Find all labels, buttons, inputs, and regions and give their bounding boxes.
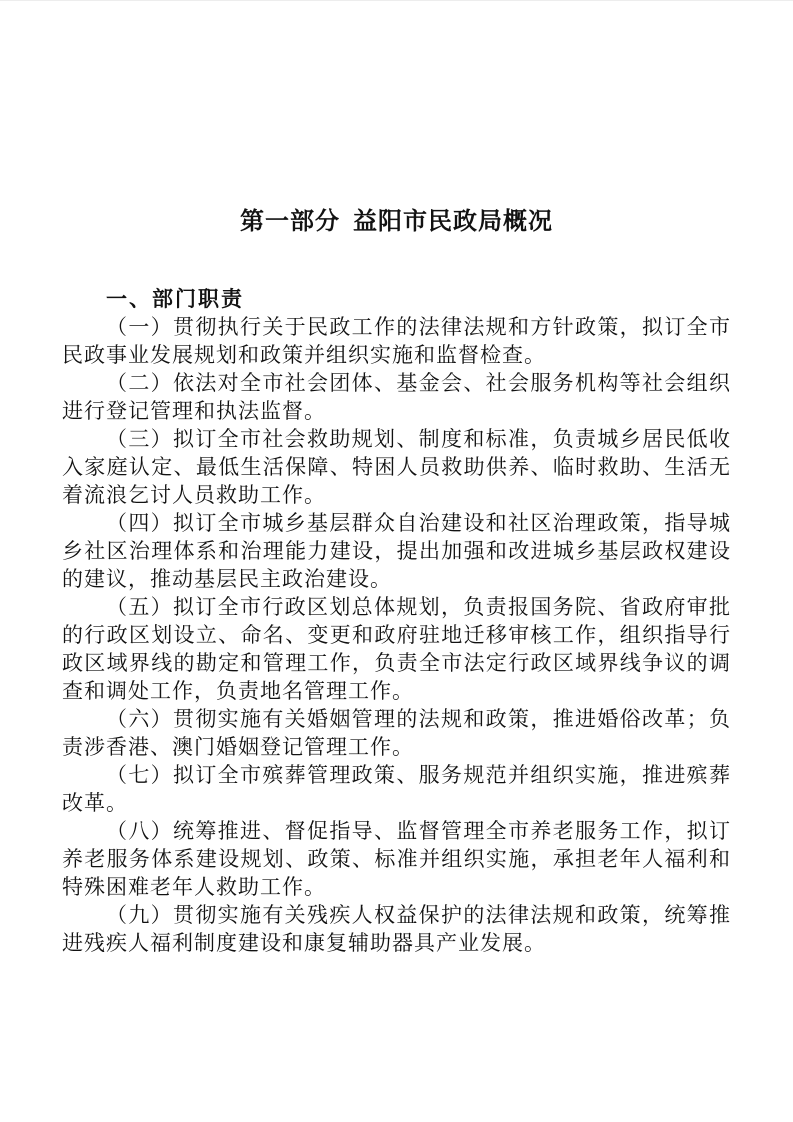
duty-paragraph-6: （六）贯彻实施有关婚姻管理的法规和政策，推进婚俗改革；负责涉香港、澳门婚姻登记管理工作。 xyxy=(62,707,731,759)
duty-paragraph-7: （七）拟订全市殡葬管理政策、服务规范并组织实施，推进殡葬改革。 xyxy=(62,763,731,815)
duty-paragraph-2: （二）依法对全市社会团体、基金会、社会服务机构等社会组织进行登记管理和执法监督。 xyxy=(62,371,731,423)
section-heading-duties: 一、部门职责 xyxy=(106,287,244,311)
duty-paragraph-3: （三）拟订全市社会救助规划、制度和标准，负责城乡居民低收入家庭认定、最低生活保障、特困人员救助供养、临时救助、生活无着流浪乞讨人员救助工作。 xyxy=(62,427,731,507)
document-title: 第一部分 益阳市民政局概况 xyxy=(240,209,553,235)
duty-paragraph-1: （一）贯彻执行关于民政工作的法律法规和方针政策，拟订全市民政事业发展规划和政策并组织实施和监督检查。 xyxy=(62,315,731,367)
duty-paragraph-8: （八）统筹推进、督促指导、监督管理全市养老服务工作，拟订养老服务体系建设规划、政策、标准并组织实施，承担老年人福利和特殊困难老年人救助工作。 xyxy=(62,819,731,899)
duty-paragraph-5: （五）拟订全市行政区划总体规划，负责报国务院、省政府审批的行政区划设立、命名、变更和政府驻地迁移审核工作，组织指导行政区域界线的勘定和管理工作，负责全市法定行政区域界线争议的调查和调处工作，负责地名管理工作。 xyxy=(62,595,731,703)
duty-paragraph-4: （四）拟订全市城乡基层群众自治建设和社区治理政策，指导城乡社区治理体系和治理能力建设，提出加强和改进城乡基层政权建设的建议，推动基层民主政治建设。 xyxy=(62,511,731,591)
duty-paragraph-9: （九）贯彻实施有关残疾人权益保护的法律法规和政策，统筹推进残疾人福利制度建设和康复辅助器具产业发展。 xyxy=(62,903,731,955)
